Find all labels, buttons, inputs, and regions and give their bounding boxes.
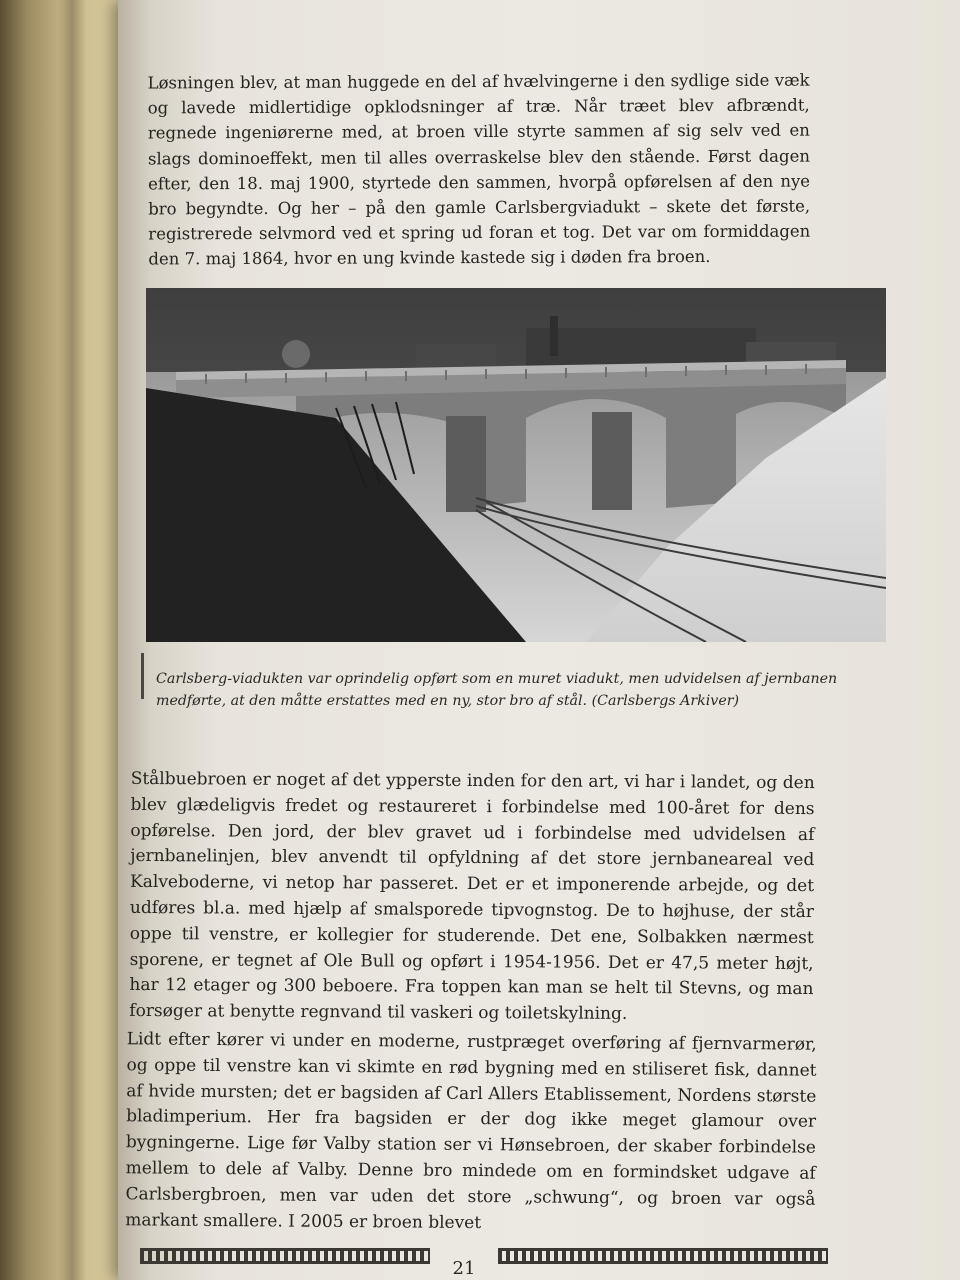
caption-bar <box>141 653 144 699</box>
facing-page-shadow <box>58 0 86 1280</box>
footer-track-rule-left <box>140 1248 430 1264</box>
paragraph-2: Stålbuebroen er noget af det ypperste inden for den art, vi har i landet, og den blev glædeligvis fredet og restaureret i forbindelse med 100-året for dens opførelse. Den jord, der blev gravet ud i forbindelse med udvidelsen af jernbanelinjen, blev anvendt til opfyldning af det store jernbaneareal ved Kalveboderne, vi netop har passeret. Det er et imponerende arbejde, og det udføres bl.a. med hjælp af smalsporede tipvognstog. De to højhuse, der står oppe til venstre, er kollegier for studerende. Det ene, Solbakken nærmest sporene, er tegnet af Ole Bull og opført i 1954-1956. Det er 47,5 meter højt, har 12 etager og 300 beboere. Fra toppen kan man se helt til Stevns, og man forsøger at benytte regnvand til vaskeri og toiletskylning. <box>129 768 815 1025</box>
paragraph-3: Lidt efter kører vi under en moderne, rustpræget overføring af fjernvarmerør, og oppe til venstre kan vi skimte en rød bygning med en stiliseret fisk, dannet af hvide mursten; det er bagsiden af Carl Allers Etablissement, Nordens største bladimperium. Her fra bagsiden er der dog ikke meget glamour over bygningerne. Lige før Valby station ser vi Hønsebroen, der skaber forbindelse mellem to dele af Valby. Denne bro mindede om en formindsket udgave af Carlsbergbroen, men var uden det store „schwung“, og broen var også markant smallere. I 2005 er broen blevet <box>125 1029 817 1233</box>
paragraph-1: Løsningen blev, at man huggede en del af hvælvingerne i den sydlige side væk og lavede midlertidige opklodsninger af træ. Når træet blev afbrændt, regnede ingeniørerne med, at broen ville styrte sammen af sig selv ved en slags dominoeffekt, men til alles overraskelse blev den stående. Først dagen efter, den 18. maj 1900, styrtede den sammen, hvorpå opførelsen af den nye bro begyndte. Og her – på den gamle Carlsbergviadukt – skete det første, registrerede selvmord ved et spring ud foran et tog. Det var om formiddagen den 7. maj 1864, hvor en ung kvinde kastede sig i døden fra broen. <box>147 70 811 269</box>
historical-bridge-photo <box>146 288 886 642</box>
footer-track-rule-right <box>498 1248 828 1264</box>
page-number: 21 <box>452 1258 476 1279</box>
photo-caption: Carlsberg-viadukten var oprindelig opført som en muret viadukt, men udvidelsen af jernbanen medførte, at den måtte erstattes med en ny, stor bro af stål. (Carlsbergs Arkiver) <box>156 671 838 710</box>
